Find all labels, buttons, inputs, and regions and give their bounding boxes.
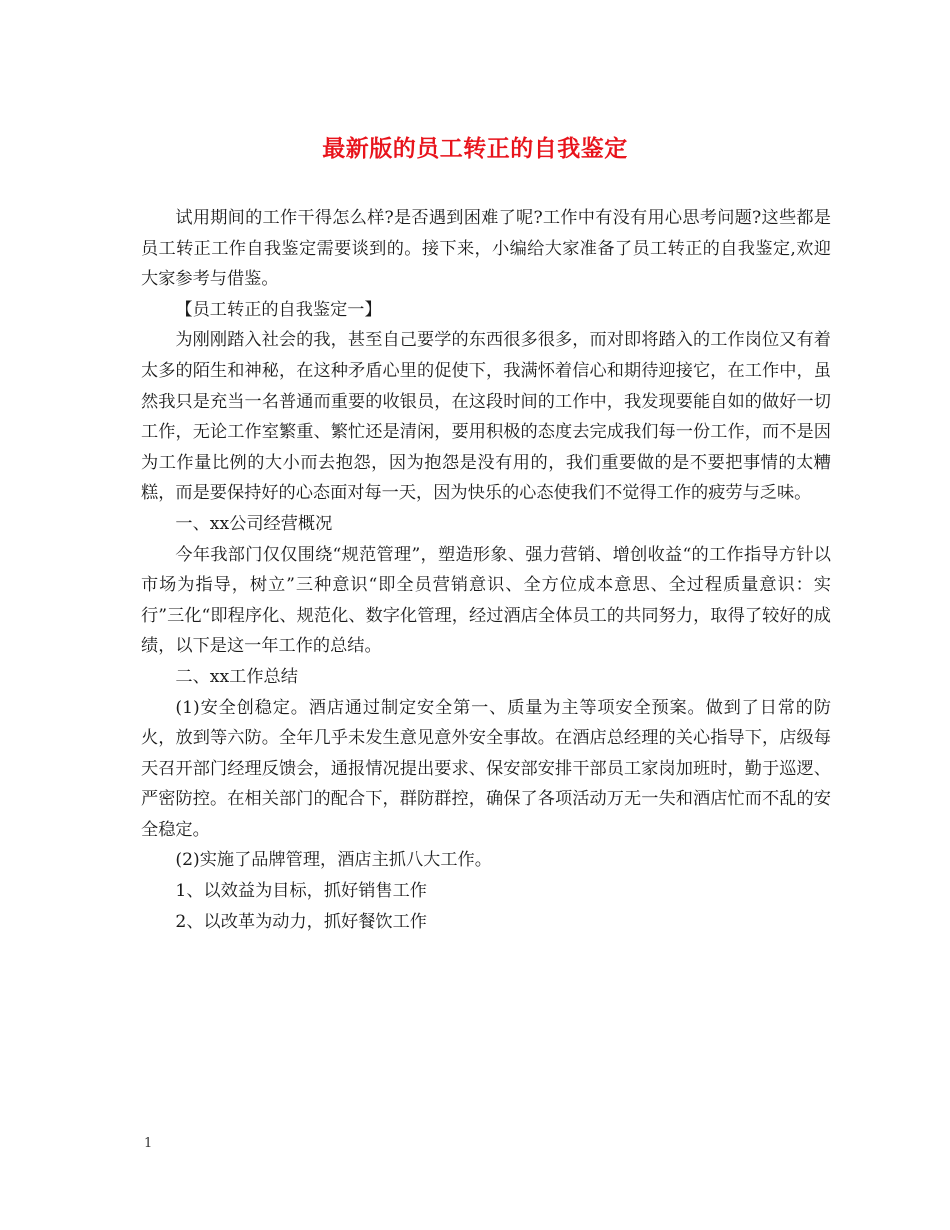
list-item: 2、以改革为动力，抓好餐饮工作 [175,911,427,932]
body-paragraph: (2)实施了品牌管理，酒店主抓八大工作。 [175,850,492,871]
list-item: 1、以效益为目标，抓好销售工作 [175,881,427,902]
section-heading-appraisal-one: 【员工转正的自我鉴定一】 [175,299,382,320]
body-paragraph: 今年我部门仅仅围绕“规范管理”，塑造形象、强力营销、增创收益“的工作指导方针以市场为指导，树立”三种意识“即全员营销意识、全方位成本意思、全过程质量意识：实行”三化“即程序化、规范化、数字化管理，经过酒店全体员工的共同努力，取得了较好的成绩，以下是这一年工作的总结。 [141,544,831,657]
document-title: 最新版的员工转正的自我鉴定 [322,135,628,162]
intro-paragraph: 试用期间的工作干得怎么样?是否遇到困难了呢?工作中有没有用心思考问题?这些都是员工转正工作自我鉴定需要谈到的。接下来，小编给大家准备了员工转正的自我鉴定,欢迎大家参考与借鉴。 [141,208,831,290]
body-paragraph: 为刚刚踏入社会的我，甚至自己要学的东西很多很多，而对即将踏入的工作岗位又有着太多的陌生和神秘，在这种矛盾心里的促使下，我满怀着信心和期待迎接它，在工作中，虽然我只是充当一名普通而重要的收银员，在这段时间的工作中，我发现要能自如的做好一切工作，无论工作室繁重、繁忙还是清闲，要用积极的态度去完成我们每一份工作，而不是因为工作量比例的大小而去抱怨，因为抱怨是没有用的，我们重要做的是不要把事情的太糟糕，而是要保持好的心态面对每一天，因为快乐的心态使我们不觉得工作的疲劳与乏味。 [141,330,831,504]
section-heading-work-summary: 二、xx工作总结 [175,666,298,687]
document-body [141,203,831,937]
page-number: 1 [144,1136,153,1151]
section-heading-company-overview: 一、xx公司经营概况 [175,513,333,534]
body-paragraph: (1)安全创稳定。酒店通过制定安全第一、质量为主等项安全预案。做到了日常的防火，放到等六防。全年几乎未发生意见意外安全事故。在酒店总经理的关心指导下，店级每天召开部门经理反馈会，通报情况提出要求、保安部安排干部员工家岗加班时，勤于巡逻、严密防控。在相关部门的配合下，群防群控，确保了各项活动万无一失和酒店忙而不乱的安全稳定。 [141,697,831,840]
